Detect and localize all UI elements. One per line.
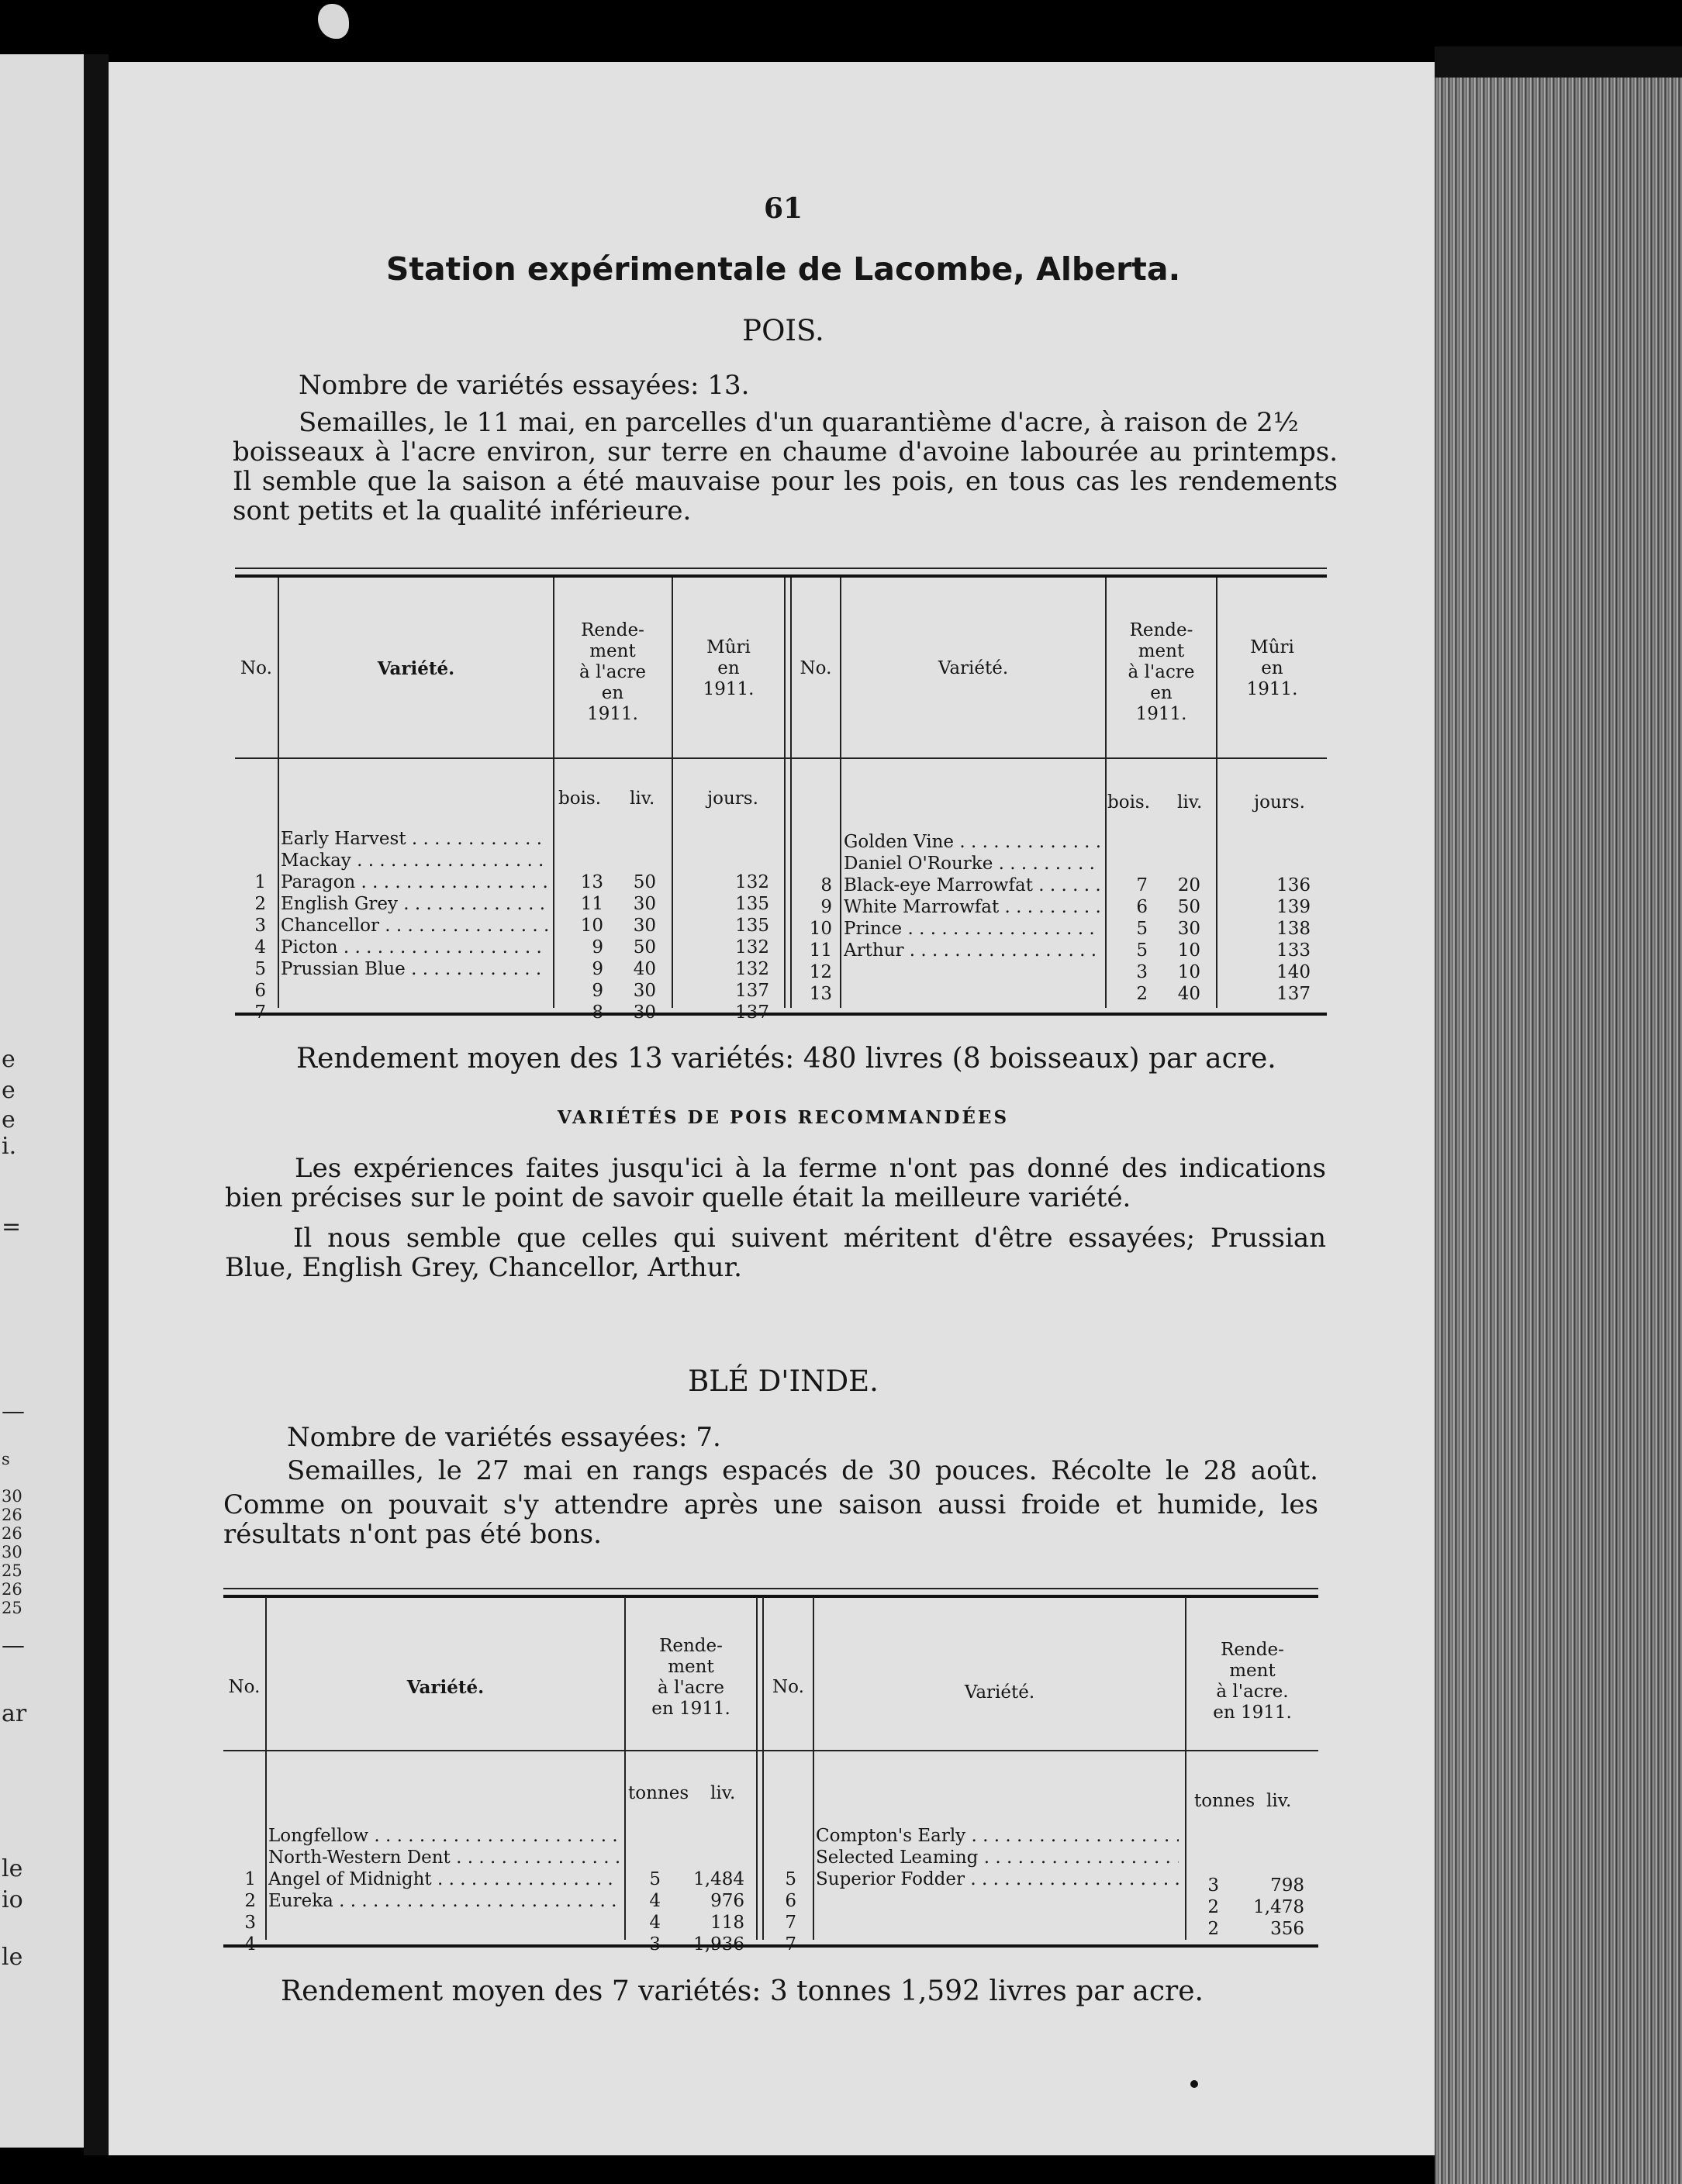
header-ripe: Mûri en 1911. bbox=[1246, 637, 1298, 699]
column-divider bbox=[265, 1597, 267, 1940]
table-row: Chancellor . . . bbox=[281, 915, 548, 937]
table-row: White Marrowfat . . . bbox=[844, 896, 1100, 918]
recommended-line: Il nous semble que celles qui suivent méritent d'être essayées; Prussian bbox=[293, 1223, 1326, 1254]
facing-page-fragment: le bbox=[2, 1855, 23, 1882]
section-heading-peas: POIS. bbox=[742, 314, 824, 347]
header-variety: Variété. bbox=[938, 658, 1009, 678]
table-row: Early Harvest . . . bbox=[281, 828, 548, 850]
corn-average-yield: Rendement moyen des 7 variétés: 3 tonnes 1,592 livres par acre. bbox=[281, 1975, 1204, 2007]
peas-right-variety-column bbox=[844, 831, 1100, 961]
peas-intro-line: Semailles, le 11 mai, en parcelles d'un quarantième d'acre, à raison de 2½ bbox=[299, 407, 1299, 438]
header-yield: Rende- ment à l'acre en 1911. bbox=[1128, 620, 1195, 724]
facing-page-fragment: 30 bbox=[2, 1487, 22, 1506]
table-row: North-Western Dent . . . bbox=[268, 1847, 619, 1868]
facing-page-fragment: — bbox=[2, 1398, 25, 1425]
corn-left-no-column: 1 2 3 4 bbox=[244, 1869, 256, 1955]
column-divider bbox=[840, 578, 841, 1008]
facing-page-fragment: s bbox=[2, 1450, 10, 1468]
peas-left-no-column: 1 2 3 4 5 6 7 bbox=[254, 872, 266, 1023]
peas-right-days-column: 136 139 138 133 140 137 bbox=[1276, 875, 1311, 1004]
unit-pounds: liv. bbox=[1177, 792, 1203, 813]
facing-page-fragment: — bbox=[2, 1632, 25, 1659]
recommended-line: Les expériences faites jusqu'ici à la ferme n'ont pas donné des indications bbox=[295, 1153, 1326, 1184]
table-row: Compton's Early . . . bbox=[816, 1825, 1179, 1847]
page-edges bbox=[1435, 47, 1682, 2184]
table-row: English Grey . . . bbox=[281, 893, 548, 915]
corn-intro-line: Semailles, le 27 mai en rangs espacés de 30 pouces. Récolte le 28 août. bbox=[287, 1455, 1318, 1486]
facing-page-fragment: io bbox=[2, 1886, 23, 1913]
table-rule bbox=[223, 1750, 1318, 1751]
facing-page-fragment: e bbox=[2, 1106, 16, 1133]
facing-page-fragment: 26 bbox=[2, 1524, 22, 1543]
peas-average-yield: Rendement moyen des 13 variétés: 480 livres (8 boisseaux) par acre. bbox=[296, 1043, 1276, 1075]
book-spine bbox=[84, 54, 109, 2155]
peas-left-days-column: 132 135 135 132 132 137 137 bbox=[735, 872, 769, 1023]
recommended-line: bien précises sur le point de savoir quelle était la meilleure variété. bbox=[225, 1182, 1131, 1213]
table-rule bbox=[235, 568, 1327, 569]
column-divider bbox=[756, 1597, 758, 1940]
peas-intro-line: Nombre de variétés essayées: 13. bbox=[299, 370, 750, 401]
column-divider bbox=[278, 578, 279, 1008]
facing-page-fragment: = bbox=[2, 1213, 22, 1240]
table-rule bbox=[235, 574, 1327, 578]
unit-pounds: liv. bbox=[630, 788, 655, 809]
table-row: Eureka . . . bbox=[268, 1890, 619, 1912]
facing-page-fragment: ar bbox=[2, 1700, 27, 1727]
peas-right-no-column: 8 9 10 11 12 13 bbox=[809, 875, 832, 1004]
table-rule bbox=[223, 1588, 1318, 1589]
peas-left-bushels-column: 13 11 10 9 9 9 8 bbox=[580, 872, 603, 1023]
table-rule bbox=[235, 757, 1327, 759]
unit-days: jours. bbox=[1254, 792, 1305, 813]
column-divider bbox=[784, 578, 786, 1008]
column-divider bbox=[813, 1597, 814, 1940]
unit-bushels: bois. bbox=[558, 788, 602, 809]
header-yield: Rende- ment à l'acre en 1911. bbox=[651, 1636, 730, 1719]
facing-page-fragment: 26 bbox=[2, 1506, 22, 1524]
unit-bushels: bois. bbox=[1107, 792, 1151, 813]
ink-dot bbox=[1190, 2080, 1198, 2088]
recommended-line: Blue, English Grey, Chancellor, Arthur. bbox=[225, 1252, 742, 1283]
facing-page-fragment: 25 bbox=[2, 1561, 22, 1580]
peas-left-variety-column bbox=[281, 828, 548, 980]
unit-tons: tonnes bbox=[628, 1783, 689, 1803]
facing-page-fragment: i. bbox=[2, 1133, 17, 1160]
table-row: Arthur . . . bbox=[844, 940, 1100, 961]
table-row: Daniel O'Rourke . . . bbox=[844, 853, 1100, 875]
facing-page-edge bbox=[0, 54, 85, 2148]
facing-page-fragment: e bbox=[2, 1046, 16, 1073]
header-no: No. bbox=[772, 1677, 804, 1697]
table-row: Angel of Midnight . . . bbox=[268, 1868, 619, 1890]
corn-intro-line: Comme on pouvait s'y attendre après une saison aussi froide et humide, les bbox=[223, 1489, 1318, 1520]
unit-tons: tonnes bbox=[1194, 1791, 1255, 1811]
facing-page-fragment: 26 bbox=[2, 1580, 22, 1599]
section-heading-corn: BLÉ D'INDE. bbox=[688, 1365, 879, 1398]
header-yield: Rende- ment à l'acre. en 1911. bbox=[1213, 1640, 1292, 1723]
peas-right-pounds-column: 20 50 30 10 10 40 bbox=[1177, 875, 1200, 1004]
header-variety: Variété. bbox=[964, 1682, 1035, 1703]
table-row: Superior Fodder . . . bbox=[816, 1868, 1179, 1890]
unit-pounds: liv. bbox=[710, 1783, 736, 1803]
table-row: Paragon . . . bbox=[281, 871, 548, 893]
peas-intro-line: boisseaux à l'acre environ, sur terre en chaume d'avoine labourée au printemps. bbox=[233, 436, 1338, 468]
corn-right-variety-column bbox=[816, 1825, 1179, 1890]
table-row: Picton . . . bbox=[281, 937, 548, 958]
facing-page-fragment: e bbox=[2, 1077, 16, 1104]
table-rule bbox=[223, 1595, 1318, 1598]
peas-intro-line: Il semble que la saison a été mauvaise pour les pois, en tous cas les rendements bbox=[233, 466, 1338, 497]
header-no: No. bbox=[228, 1677, 261, 1697]
corn-left-variety-column bbox=[268, 1825, 619, 1912]
corn-right-tons-column: 3 2 2 bbox=[1207, 1875, 1219, 1939]
table-row: Golden Vine . . . bbox=[844, 831, 1100, 853]
header-variety: Variété. bbox=[377, 658, 455, 679]
table-row: Prince . . . bbox=[844, 918, 1100, 940]
table-row: Prussian Blue . . . bbox=[281, 958, 548, 980]
header-no: No. bbox=[800, 658, 832, 678]
page-edges-top bbox=[1435, 47, 1682, 78]
facing-page-fragment: 30 bbox=[2, 1543, 22, 1561]
header-no: No. bbox=[240, 658, 272, 678]
page-title: Station expérimentale de Lacombe, Alberta. bbox=[385, 250, 1181, 288]
peas-right-bushels-column: 7 6 5 5 3 2 bbox=[1136, 875, 1148, 1004]
table-row: Black-eye Marrowfat . . . bbox=[844, 875, 1100, 896]
corn-right-pounds-column: 798 1,478 356 bbox=[1253, 1875, 1304, 1939]
facing-page-fragment: le bbox=[2, 1944, 23, 1971]
table-row: Selected Leaming . . . bbox=[816, 1847, 1179, 1868]
header-ripe: Mûri en 1911. bbox=[703, 637, 755, 699]
table-row: Longfellow . . . bbox=[268, 1825, 619, 1847]
peas-left-pounds-column: 50 30 30 50 40 30 30 bbox=[633, 872, 656, 1023]
peas-intro-line: sont petits et la qualité inférieure. bbox=[233, 495, 692, 526]
page-number: 61 bbox=[763, 192, 803, 225]
corn-left-tons-column: 5 4 4 3 bbox=[649, 1869, 661, 1955]
header-yield: Rende- ment à l'acre en 1911. bbox=[579, 620, 646, 724]
recommended-heading: VARIÉTÉS DE POIS RECOMMANDÉES bbox=[557, 1107, 1010, 1128]
scan-speck bbox=[318, 4, 349, 39]
corn-left-pounds-column: 1,484 976 118 1,936 bbox=[693, 1869, 744, 1955]
corn-right-no-column: 5 6 7 7 bbox=[785, 1869, 796, 1955]
header-variety: Variété. bbox=[406, 1677, 485, 1698]
corn-intro-line: résultats n'ont pas été bons. bbox=[223, 1519, 602, 1550]
unit-days: jours. bbox=[707, 788, 758, 809]
unit-pounds: liv. bbox=[1266, 1791, 1292, 1811]
facing-page-fragment: 25 bbox=[2, 1599, 22, 1617]
corn-intro-line: Nombre de variétés essayées: 7. bbox=[287, 1422, 721, 1453]
table-row: Mackay . . . bbox=[281, 850, 548, 871]
